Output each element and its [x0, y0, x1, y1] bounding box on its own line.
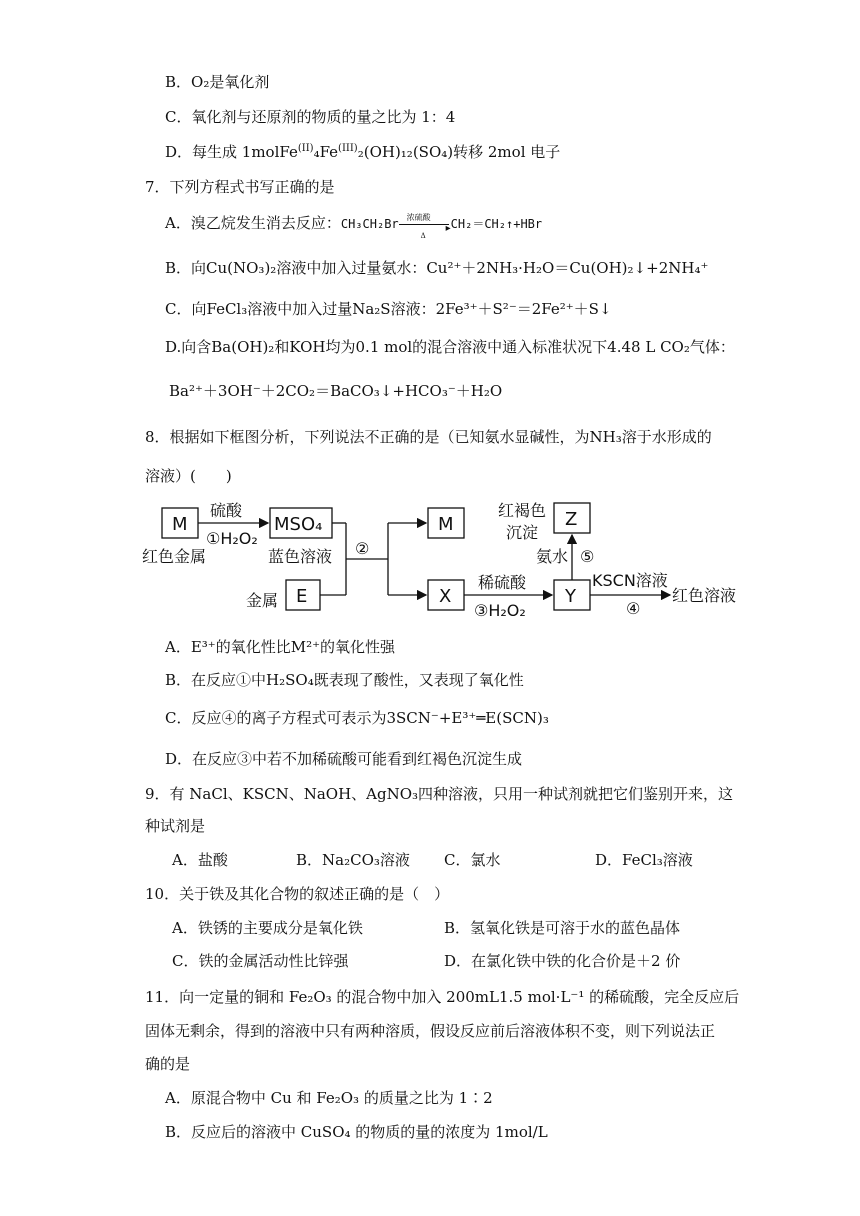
q9-option-c: C．氯水: [444, 851, 501, 869]
label-metal: 金属: [246, 591, 279, 610]
q9-option-b: B．Na₂CO₃溶液: [296, 851, 410, 869]
q8-option-a: A．E³⁺的氧化性比M²⁺的氧化性强: [165, 638, 396, 656]
q10-stem: 10．关于铁及其化合物的叙述正确的是（ ）: [145, 885, 450, 903]
q7-option-b-label: B．向Cu(NO₃)₂溶液中加入过量氨水：: [165, 259, 427, 277]
q7-option-c-label: C．向FeCl₃溶液中加入过量Na₂S溶液：: [165, 300, 436, 318]
q7-option-d-equation: Ba²⁺＋3OH⁻＋2CO₂＝BaCO₃↓+HCO₃⁻＋H₂O: [169, 382, 503, 400]
label-red-solution: 红色溶液: [672, 586, 737, 605]
q9-option-d: D．FeCl₃溶液: [595, 851, 693, 869]
box-m2-label: M: [438, 514, 454, 535]
q8-stem-line1: 8．根据如下框图分析，下列说法不正确的是（已知氨水显碱性，为NH₃溶于水形成的: [145, 428, 712, 446]
q9-stem-line1: 9．有 NaCl、KSCN、NaOH、AgNO₃四种溶液，只用一种试剂就把它们鉴别开来，这: [145, 785, 734, 803]
label-red-brown-1: 红褐色: [498, 501, 547, 520]
q6-option-d: D．每生成 $1molFe^{(II)}_4Fe^{(III)}_2(OH)_{12}(SO_4)$转移 2mol 电子: [165, 143, 561, 161]
arrow3-bottom-label: ③H₂O₂: [474, 601, 526, 620]
q8-option-d: D．在反应③中若不加稀硫酸可能看到红褐色沉淀生成: [165, 750, 523, 768]
q10-option-c: C．铁的金属活动性比锌强: [172, 952, 349, 970]
label-red-brown-2: 沉淀: [506, 523, 539, 542]
q7-option-c-eq: 2Fe³⁺＋S²⁻＝2Fe²⁺＋S↓: [435, 300, 612, 318]
q10-option-d: D．在氯化铁中铁的化合价是＋2 价: [444, 952, 681, 970]
q11-stem-line2: 固体无剩余，得到的溶液中只有两种溶质，假设反应前后溶液体积不变，则下列说法正: [145, 1022, 716, 1040]
arrow1-bottom-label: ①H₂O₂: [206, 529, 258, 548]
q7-option-a-right: CH₂＝CH₂↑+HBr: [450, 217, 543, 231]
q11-option-b: B．反应后的溶液中 CuSO₄ 的物质的量的浓度为 1mol/L: [165, 1123, 548, 1141]
reaction-flow-diagram: [140, 498, 750, 624]
step5-label: ⑤: [580, 547, 595, 566]
q7-option-d: D.向含Ba(OH)₂和KOH均为0.1 mol的混合溶液中通入标准状况下4.48 L CO₂气体：: [165, 338, 735, 356]
q11-option-a: A．原混合物中 Cu 和 Fe₂O₃ 的质量之比为 1∶2: [165, 1089, 493, 1107]
q6-option-d-prefix: D．每生成 1molFe: [165, 143, 298, 161]
q8-option-c: C．反应④的离子方程式可表示为3SCN⁻+E³⁺═E(SCN)₃: [165, 709, 549, 727]
q7-option-b: [165, 258, 708, 278]
q8-stem-line2: 溶液）( ): [145, 467, 232, 485]
q7-option-a-left: CH₃CH₂Br: [340, 217, 399, 231]
box-y-label: Y: [565, 586, 576, 607]
box-mso4-label: MSO₄: [274, 514, 323, 535]
q7-condition-top: 浓硫酸: [406, 213, 431, 222]
arrow4-top-label: KSCN溶液: [592, 571, 668, 590]
box-e-label: E: [296, 586, 308, 607]
arrow1-top-label: 硫酸: [210, 501, 243, 520]
q7-option-c: [165, 299, 612, 319]
label-blue-solution: 蓝色溶液: [268, 547, 333, 566]
q7-option-b-eq: Cu²⁺＋2NH₃·H₂O＝Cu(OH)₂↓+2NH₄⁺: [426, 259, 709, 277]
box-z-label: Z: [565, 509, 578, 530]
box-m1-label: M: [172, 514, 188, 535]
q7-condition-bottom: Δ: [420, 232, 426, 240]
q10-option-a: A．铁锈的主要成分是氧化铁: [172, 919, 363, 937]
q10-option-b: B．氢氧化铁是可溶于水的蓝色晶体: [444, 919, 681, 937]
arrow4-bottom-label: ④: [626, 599, 641, 618]
q8-option-b: B．在反应①中H₂SO₄既表现了酸性，又表现了氧化性: [165, 671, 524, 689]
q7-option-a: [165, 213, 543, 240]
q6-option-d-rest: 转移 2mol 电子: [453, 143, 561, 161]
q6-option-b: B．O₂是氧化剂: [165, 73, 270, 91]
q7-option-a-label: A．溴乙烷发生消去反应：: [165, 214, 341, 232]
q7-stem: 7．下列方程式书写正确的是: [145, 178, 335, 196]
step2-label: ②: [355, 539, 370, 558]
q11-stem-line1: 11．向一定量的铜和 Fe₂O₃ 的混合物中加入 200mL1.5 mol·L⁻¹ 的稀硫酸，完全反应后: [145, 988, 740, 1006]
box-x-label: X: [439, 586, 452, 607]
arrow3-top-label: 稀硫酸: [478, 573, 527, 592]
q9-stem-line2: 种试剂是: [145, 817, 206, 835]
label-red-metal: 红色金属: [142, 547, 207, 566]
q7-condition-arrow: 浓硫酸 ▸ Δ: [399, 216, 451, 232]
label-ammonia: 氨水: [536, 547, 569, 566]
q11-stem-line3: 确的是: [145, 1055, 191, 1073]
q9-option-a: A．盐酸: [172, 851, 228, 869]
q6-option-c: C．氧化剂与还原剂的物质的量之比为 1：4: [165, 108, 456, 126]
